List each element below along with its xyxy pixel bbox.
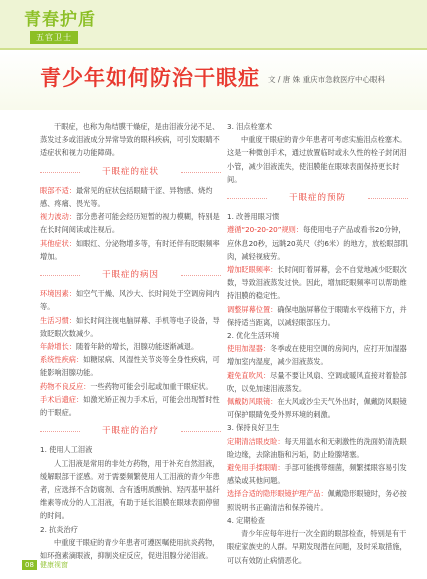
article-title: 青少年如何防治干眼症 xyxy=(40,65,260,90)
cause-item: 手术后遗症：如激光矫正视力手术后，可能会出现暂时性的干眼症。 xyxy=(40,394,220,418)
treatment-heading: 干眼症的治疗 xyxy=(40,425,221,438)
symptom-item: 视力波动：部分患者可能会经历短暂的视力模糊，特别是在长时间阅读或注视后。 xyxy=(40,212,220,235)
treatment-paragraph: 人工泪液是常用的非处方药物，用于补充自然泪液，缓解眼部干涩感。对于需要频繁使用人工泪液的青少年患者，应选择不含防腐剂、含有透明质酸钠、羟丙基甲基纤维素等成分的人工泪液，有助于延长泪膜在眼球表面停留的时间。 xyxy=(40,458,220,521)
cause-item: 年龄增长：随着年龄的增长，泪腺功能逐渐减退。 xyxy=(40,342,199,352)
cause-item: 药物不良反应：一些药物可能会引起或加重干眼症状。 xyxy=(40,381,213,391)
cause-item: 生活习惯：如长时间注视电脑屏幕、手机等电子设备，导致眨眼次数减少。 xyxy=(40,315,220,338)
treatment-paragraph: 中重度干眼症的青少年患者可遵医嘱使用抗炎药物，如环孢素滴眼液，抑制炎症反应，促进泪腺分泌泪液。 xyxy=(40,537,220,561)
footer-brand: 健康视窗 xyxy=(40,561,68,569)
treatment-subheading: 2. 抗炎治疗 xyxy=(40,524,78,534)
symptom-item: 其他症状：如眼红、分泌物增多等，有时还伴有眨眼频率增加。 xyxy=(40,238,220,261)
treatment-paragraph: 中重度干眼症的青少年患者可考虑实施泪点栓塞术。这是一种微创手术，通过放置临时或永久性的栓子封闭泪小管，减少泪液流失，使泪膜能在眼球表面保持更长时间。 xyxy=(227,135,407,184)
symptoms-heading: 干眼症的症状 xyxy=(40,166,221,179)
prevention-paragraph: 青少年应每年进行一次全面的眼部检查，特别是有干眼症家族史的人群。早期发现潜在问题，及时采取措施，可以有效防止病情恶化。 xyxy=(227,529,407,565)
prevention-item: 增加眨眼频率：长时间盯着屏幕，会不自觉地减少眨眼次数，导致泪液蒸发过快。因此，增加眨眼频率可以帮助维持泪膜的稳定性。 xyxy=(227,265,407,301)
prevention-item: 遵循“20-20-20”规则：每使用电子产品或看书20分钟，应休息20秒，远眺20英尺（约6米）的地方，放松眼部肌肉，减轻视疲劳。 xyxy=(227,225,408,261)
prevention-item: 佩戴防风眼镜：在大风或沙尘天气外出时，佩戴防风眼镜可保护眼睛免受外界环境的刺激。 xyxy=(227,397,407,420)
cause-item: 环境因素：如空气干燥、风沙大、长时间处于空调房间内等。 xyxy=(40,289,220,312)
prevention-subheading: 1. 改善用眼习惯 xyxy=(227,212,280,222)
prevention-item: 避免用手揉眼睛：手部可能携带细菌，频繁揉眼容易引发感染或其他问题。 xyxy=(227,463,407,486)
prevention-subheading: 4. 定期检查 xyxy=(227,515,265,525)
prevention-subheading: 3. 保持良好卫生 xyxy=(227,423,280,433)
intro-paragraph: 干眼症，也称为角结膜干燥症，是由泪液分泌不足、蒸发过多或泪液成分异常导致的眼科疾病，可引发眼睛不适症状和视力功能障碍。 xyxy=(40,122,220,158)
treatment-subheading: 3. 泪点栓塞术 xyxy=(227,122,273,131)
author-byline: 文 / 唐 姝 重庆市急救医疗中心眼科 xyxy=(268,75,386,84)
causes-heading: 干眼症的病因 xyxy=(40,269,221,282)
symptom-item: 眼部不适：最常见的症状包括眼睛干涩、异物感、烧灼感、疼痛、畏光等。 xyxy=(40,185,213,209)
section-name: 青春护盾 xyxy=(24,10,96,30)
cause-item: 系统性疾病：如糖尿病、风湿性关节炎等全身性疾病，可能影响泪腺功能。 xyxy=(40,355,220,378)
prevention-heading: 干眼症的预防 xyxy=(227,192,408,205)
prevention-item: 使用加湿器：冬季或在使用空调的房间内，应打开加湿器增加室内湿度，减少泪液蒸发。 xyxy=(227,344,407,367)
treatment-subheading: 1. 使用人工泪液 xyxy=(40,445,93,455)
right-column xyxy=(227,120,408,567)
page-number: 08 xyxy=(22,560,37,570)
column-tag: 五官卫士 xyxy=(30,31,78,44)
prevention-item: 定期清洁眼皮睑：每天用温水和无刺激性的洗面奶清洗眼睑边缘，去除油脂和污垢，防止睑腺堵塞。 xyxy=(227,436,407,459)
prevention-item: 调整屏幕位置：确保电脑屏幕位于眼睛水平线稍下方，并保持适当距离，以减轻眼部压力。 xyxy=(227,304,407,327)
left-column xyxy=(40,120,221,562)
prevention-subheading: 2. 优化生活环境 xyxy=(227,331,280,341)
prevention-item: 避免直吹风：尽量不要让风扇、空调或暖风直接对着脸部吹，以免加速泪液蒸发。 xyxy=(227,370,407,393)
prevention-item: 选择合适的隐形眼镜护理产品：佩戴隐形眼镜时，务必按照说明书正确清洁和保养镜片。 xyxy=(227,489,407,512)
